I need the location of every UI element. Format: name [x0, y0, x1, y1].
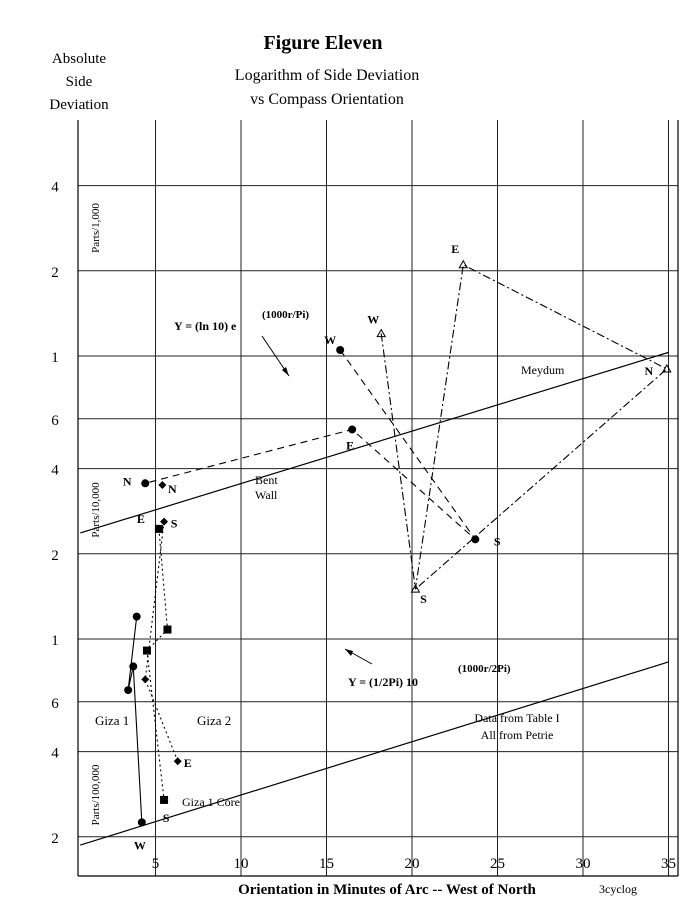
y-axis-label-line-2: Side — [65, 74, 93, 90]
annotation-data-source: Data from Table I — [474, 711, 560, 725]
data-point-giza-2-0 — [160, 518, 168, 526]
chart-subtitle-line-1: Logarithm of Side Deviation — [234, 67, 420, 84]
fit-line-layer — [80, 352, 668, 845]
annotation-wall: Wall — [255, 488, 278, 502]
x-tick-label-30: 30 — [575, 856, 591, 872]
data-point-giza-1-core-2 — [143, 647, 151, 655]
axis-layer — [51, 120, 678, 876]
series-path-giza-2 — [145, 522, 177, 762]
series-layer — [124, 261, 671, 827]
y-tick-label-6: 1 — [51, 633, 59, 649]
point-label-meydum-n: N — [644, 363, 654, 378]
data-point-giza-1-core-3 — [160, 796, 168, 804]
data-point-giza-2-1 — [141, 675, 149, 683]
data-point-bent-wall-1 — [348, 425, 356, 433]
annotation-data-author: All from Petrie — [480, 728, 554, 742]
point-label-giza-2-e: E — [183, 756, 192, 771]
fit-line-2-exponent: (1000r/2Pi) — [458, 663, 511, 675]
data-point-bent-wall-2 — [141, 479, 149, 487]
x-tick-label-15: 15 — [319, 856, 334, 872]
credit-label: 3cyclog — [599, 882, 637, 896]
annotation-giza-1-core: Giza 1 Core — [182, 795, 240, 809]
data-point-bent-wall-0 — [336, 346, 344, 354]
y-tick-label-4: 4 — [51, 462, 59, 479]
point-label-meydum-e: E — [451, 241, 460, 256]
series-path-giza-1-core — [147, 529, 168, 800]
data-point-giza-1-3 — [138, 818, 146, 826]
annotation-meydum: Meydum — [521, 363, 565, 377]
point-label-meydum-w: W — [367, 312, 380, 327]
y-tick-label-7: 6 — [51, 695, 59, 712]
data-point-bent-0 — [158, 481, 166, 489]
x-tick-label-20: 20 — [404, 856, 420, 872]
annotation-giza-1: Giza 1 — [95, 713, 130, 728]
y-axis-label-line-1: Absolute — [51, 51, 107, 67]
y-tick-label-8: 4 — [51, 745, 59, 762]
series-path-giza-1 — [128, 617, 142, 823]
fit-line-1-pointer-arrowhead — [282, 367, 289, 376]
y-tick-label-0: 4 — [51, 179, 59, 196]
point-label-bent-wall-s: S — [493, 534, 501, 549]
point-label-giza-1-w: W — [133, 838, 146, 853]
y-tick-label-5: 2 — [51, 547, 59, 564]
y-tick-label-9: 2 — [51, 830, 59, 847]
data-point-giza-1-core-0 — [155, 525, 163, 533]
point-label-layer — [123, 242, 654, 853]
y-unit-label-hundred-thousandths: Parts/100,000 — [90, 764, 102, 826]
fit-line-1 — [80, 352, 668, 533]
point-label-meydum-s: S — [420, 592, 427, 607]
fit-line-1-label: Y = (ln 10) e — [174, 319, 237, 333]
y-unit-label-thousandths: Parts/1,000 — [90, 203, 102, 253]
fit-line-1-exponent: (1000r/Pi) — [262, 309, 310, 321]
x-tick-label-25: 25 — [490, 856, 505, 872]
point-label-giza-2-s: S — [170, 516, 178, 531]
data-point-bent-wall-3 — [471, 535, 479, 543]
data-point-giza-2-2 — [174, 757, 182, 765]
data-point-giza-1-0 — [133, 613, 141, 621]
y-tick-label-3: 6 — [51, 412, 59, 429]
data-point-giza-1-1 — [124, 686, 132, 694]
x-tick-label-5: 5 — [151, 856, 160, 872]
point-label-bent-wall-e: E — [346, 438, 355, 453]
data-point-giza-1-core-1 — [163, 626, 171, 634]
x-tick-label-10: 10 — [233, 856, 249, 872]
data-point-giza-1-2 — [129, 662, 137, 670]
fit-line-2-pointer-arrowhead — [345, 649, 353, 656]
y-tick-label-2: 1 — [51, 350, 59, 366]
point-label-giza-1-core-s: S — [162, 810, 170, 825]
grid-layer — [78, 120, 678, 876]
x-tick-label-35: 35 — [661, 856, 676, 872]
point-label-bent-wall-w: W — [324, 333, 337, 348]
annotation-bent: Bent — [255, 473, 278, 487]
chart-subtitle-line-2: vs Compass Orientation — [250, 91, 404, 108]
point-label-bent-n: N — [168, 482, 177, 497]
point-label-giza-1-core-e: E — [136, 511, 145, 526]
point-label-bent-wall-n: N — [122, 474, 132, 489]
y-unit-label-ten-thousandths: Parts/10,000 — [90, 482, 102, 538]
chart-title: Figure Eleven — [263, 32, 383, 54]
annotation-giza-2: Giza 2 — [197, 713, 232, 728]
y-axis-label-line-3: Deviation — [49, 97, 109, 113]
y-tick-label-1: 2 — [51, 264, 59, 281]
fit-line-2-label: Y = (1/2Pi) 10 — [348, 675, 419, 689]
series-path-bent-wall — [145, 350, 475, 539]
x-axis-label: Orientation in Minutes of Arc -- West of North — [238, 882, 536, 898]
